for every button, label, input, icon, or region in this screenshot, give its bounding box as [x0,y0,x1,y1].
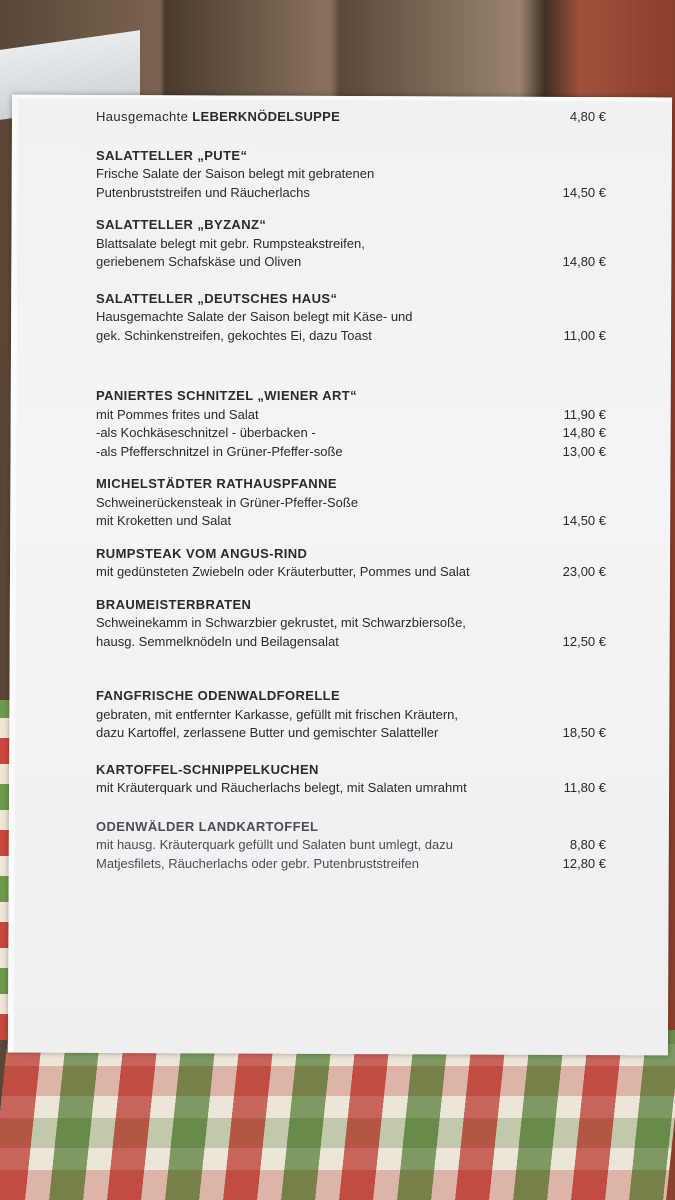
dish-description: dazu Kartoffel, zerlassene Butter und gemischter Salatteller [96,725,439,740]
dish-name: KARTOFFEL-SCHNIPPELKUCHEN [96,761,319,777]
menu-item [96,290,606,346]
menu-item [96,596,606,652]
dish-name: SALATTELLER „DEUTSCHES HAUS“ [96,290,338,306]
dish-price: 12,80 € [562,855,606,871]
soup-price: 4,80 € [569,109,606,124]
dish-name: SALATTELLER „PUTE“ [96,147,248,163]
dish-description: geriebenem Schafskäse und Oliven [96,254,302,269]
dish-description: Hausgemachte Salate der Saison belegt mit Käse- und [96,309,413,324]
dish-price: 14,80 € [562,254,606,269]
dish-description: mit Pommes frites und Salat [96,406,259,422]
menu-item [96,545,606,582]
dish-name: BRAUMEISTERBRATEN [96,596,252,612]
dish-name: PANIERTES SCHNITZEL „WIENER ART“ [96,388,358,403]
dish-description: gebraten, mit entfernter Karkasse, gefüllt mit frischen Kräutern, [96,706,459,722]
dish-price: 14,50 € [562,184,606,200]
soup-prefix: Hausgemachte [96,109,189,124]
dish-description: Schweinekamm in Schwarzbier gekrustet, mit Schwarzbiersoße, [96,615,466,630]
dish-description: mit Kroketten und Salat [96,513,232,528]
menu-item [96,387,606,461]
dish-description: mit Kräuterquark und Räucherlachs belegt, mit Salaten umrahmt [96,780,467,795]
dish-name: RUMPSTEAK VOM ANGUS-RIND [96,545,308,561]
tablecloth [0,1030,675,1200]
soup-name: LEBERKNÖDELSUPPE [192,109,341,124]
dish-price: 11,90 € [563,406,606,422]
dish-description: mit gedünsteten Zwiebeln oder Kräuterbutter, Pommes und Salat [96,564,470,579]
dish-description: Matjesfilets, Räucherlachs oder gebr. Putenbruststreifen [96,855,420,871]
menu-item-soup [96,108,606,127]
dish-name: FANGFRISCHE ODENWALDFORELLE [96,688,341,703]
menu-item [96,761,606,798]
menu-item [96,475,606,531]
menu-item [96,216,606,272]
dish-description: gek. Schinkenstreifen, gekochtes Ei, dazu Toast [96,327,372,343]
menu-item [96,147,606,203]
dish-price: 12,50 € [562,633,606,649]
dish-price: 8,80 € [569,837,606,852]
dish-price: 13,00 € [562,443,606,459]
dish-description: mit hausg. Kräuterquark gefüllt und Salaten bunt umlegt, dazu [96,837,453,852]
dish-price: 11,80 € [563,780,606,795]
dish-description: Blattsalate belegt mit gebr. Rumpsteakstreifen, [96,235,365,251]
dish-price: 11,00 € [563,327,606,343]
dish-price: 14,80 € [562,425,606,440]
dish-price: 23,00 € [562,564,606,579]
dish-description: hausg. Semmelknödeln und Beilagensalat [96,633,339,649]
menu-item [96,687,606,743]
dish-price: 18,50 € [562,725,606,740]
dish-name: MICHELSTÄDTER RATHAUSPFANNE [96,476,337,491]
dish-description: -als Kochkäseschnitzel - überbacken - [96,425,316,440]
dish-description: Frische Salate der Saison belegt mit gebratenen [96,166,375,181]
dish-description: -als Pfefferschnitzel in Grüner-Pfeffer-soße [96,443,343,459]
menu-item [96,818,606,874]
dish-description: Schweinerückensteak in Grüner-Pfeffer-Soße [96,494,359,510]
menu-list [96,108,606,887]
dish-name: ODENWÄLDER LANDKARTOFFEL [96,818,319,834]
dish-name: SALATTELLER „BYZANZ“ [96,217,267,232]
dish-price: 14,50 € [562,513,606,528]
dish-description: Putenbruststreifen und Räucherlachs [96,184,310,200]
